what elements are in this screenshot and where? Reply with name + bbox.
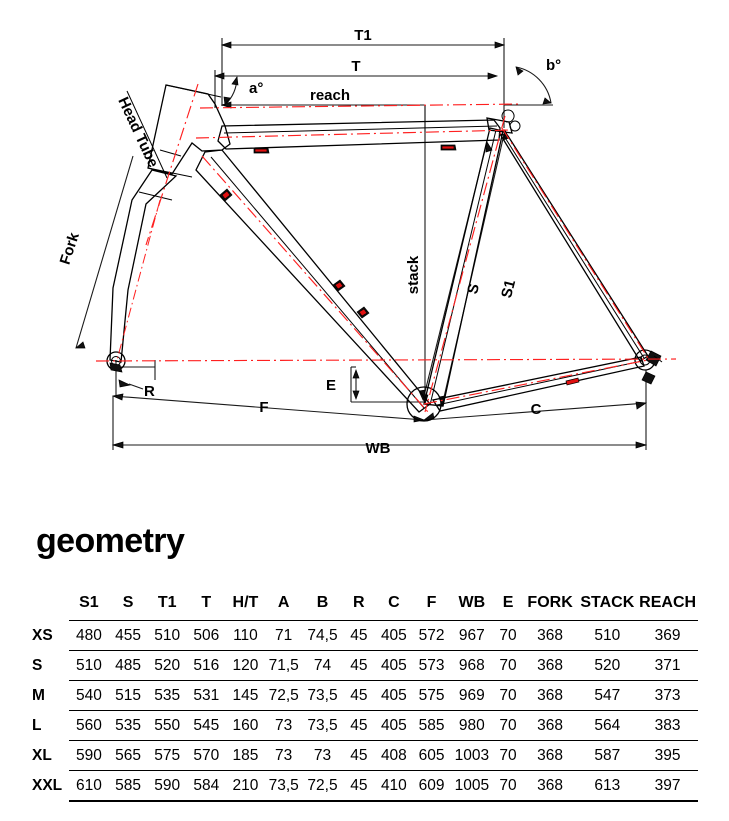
cell-e: 70 (493, 741, 523, 771)
cell-t1: 520 (148, 651, 187, 681)
label-s1: S1 (498, 277, 520, 300)
cell-b: 74,5 (302, 621, 342, 651)
cell-b: 73 (302, 741, 342, 771)
cell-s1: 480 (69, 621, 108, 651)
table-header-row (30, 588, 698, 621)
cell-f: 572 (413, 621, 451, 651)
row-size-label: XL (32, 746, 52, 764)
col-c: C (388, 593, 400, 611)
cell-f: 609 (413, 771, 451, 802)
cell-t: 531 (187, 681, 226, 711)
cell-f: 605 (413, 741, 451, 771)
cell-s: 565 (108, 741, 147, 771)
dimension-t1 (222, 27, 504, 128)
cell-f: 585 (413, 711, 451, 741)
cell-fork: 368 (523, 771, 578, 802)
cell-a: 73 (265, 741, 302, 771)
table-row (30, 681, 698, 711)
geometry-table (30, 588, 698, 802)
cell-b: 74 (302, 651, 342, 681)
cell-f: 575 (413, 681, 451, 711)
label-t1: T1 (354, 27, 372, 44)
cell-stack: 510 (577, 621, 637, 651)
cell-c: 405 (375, 651, 413, 681)
dimension-angle-a (224, 77, 263, 105)
cell-r: 45 (343, 741, 375, 771)
cell-wb: 980 (450, 711, 493, 741)
label-t: T (351, 58, 361, 75)
label-stack: stack (405, 255, 422, 295)
cell-e: 70 (493, 681, 523, 711)
cell-s1: 560 (69, 711, 108, 741)
cell-r: 45 (343, 651, 375, 681)
cell-b: 72,5 (302, 771, 342, 802)
cell-t: 506 (187, 621, 226, 651)
cell-h-t: 160 (226, 711, 265, 741)
cell-wb: 968 (450, 651, 493, 681)
cell-a: 72,5 (265, 681, 302, 711)
cell-a: 71 (265, 621, 302, 651)
cell-reach: 395 (637, 741, 698, 771)
cell-t1: 590 (148, 771, 187, 802)
table-row (30, 621, 698, 651)
dimension-angle-b (504, 57, 561, 105)
cell-fork: 368 (523, 741, 578, 771)
cell-t1: 575 (148, 741, 187, 771)
cell-h-t: 120 (226, 651, 265, 681)
cell-c: 410 (375, 771, 413, 802)
cell-h-t: 185 (226, 741, 265, 771)
label-reach: reach (309, 87, 351, 104)
label-head-tube: Head Tube (114, 94, 162, 171)
row-size-label: S (32, 656, 43, 674)
col-s1: S1 (79, 593, 99, 611)
row-size-label: XXL (32, 776, 63, 794)
cell-t: 570 (187, 741, 226, 771)
cell-e: 70 (493, 771, 523, 802)
col-e: E (502, 593, 514, 611)
cell-h-t: 110 (226, 621, 265, 651)
cell-r: 45 (343, 771, 375, 802)
cell-fork: 368 (523, 621, 578, 651)
cell-stack: 564 (577, 711, 637, 741)
label-wb: WB (365, 440, 391, 457)
dimension-head-tube (114, 91, 167, 178)
col-stack: STACK (580, 593, 635, 611)
label-angle-a: a° (249, 80, 264, 97)
cell-a: 73,5 (265, 771, 302, 802)
cell-s1: 610 (69, 771, 108, 802)
table-row (30, 771, 698, 802)
dimension-f (113, 394, 424, 422)
cell-wb: 967 (450, 621, 493, 651)
cell-e: 70 (493, 621, 523, 651)
col-f: F (426, 593, 437, 611)
table-row (30, 741, 698, 771)
cell-f: 573 (413, 651, 451, 681)
cell-c: 408 (375, 741, 413, 771)
cell-stack: 547 (577, 681, 637, 711)
col-ht: H/T (232, 593, 259, 611)
cell-fork: 368 (523, 711, 578, 741)
cell-fork: 368 (523, 651, 578, 681)
cell-s1: 590 (69, 741, 108, 771)
cell-t1: 550 (148, 711, 187, 741)
cell-b: 73,5 (302, 711, 342, 741)
geometry-table-wrap (30, 588, 698, 802)
cell-wb: 969 (450, 681, 493, 711)
cell-s1: 540 (69, 681, 108, 711)
cell-stack: 613 (577, 771, 637, 802)
cell-stack: 520 (577, 651, 637, 681)
dimension-fork (57, 156, 133, 348)
col-t1: T1 (157, 593, 177, 611)
col-s: S (122, 593, 134, 611)
cell-a: 73 (265, 711, 302, 741)
cell-c: 405 (375, 621, 413, 651)
dimension-wb (113, 396, 646, 457)
cell-r: 45 (343, 621, 375, 651)
cell-reach: 397 (637, 771, 698, 802)
row-size-label: XS (32, 626, 53, 644)
cell-stack: 587 (577, 741, 637, 771)
cell-reach: 383 (637, 711, 698, 741)
label-s: S (464, 281, 484, 296)
cell-h-t: 145 (226, 681, 265, 711)
col-r: R (353, 593, 365, 611)
cell-s: 455 (108, 621, 147, 651)
label-fork: Fork (56, 230, 83, 267)
cell-t: 516 (187, 651, 226, 681)
label-c: C (530, 401, 542, 418)
cell-a: 71,5 (265, 651, 302, 681)
cell-s1: 510 (69, 651, 108, 681)
cell-r: 45 (343, 681, 375, 711)
col-reach: REACH (639, 593, 697, 611)
cell-e: 70 (493, 711, 523, 741)
row-size-label: L (32, 716, 42, 734)
col-fork: FORK (527, 593, 573, 611)
table-row (30, 651, 698, 681)
label-e: E (326, 377, 337, 394)
cell-b: 73,5 (302, 681, 342, 711)
cell-t1: 510 (148, 621, 187, 651)
col-wb: WB (458, 593, 486, 611)
cell-s: 485 (108, 651, 147, 681)
label-f: F (259, 399, 269, 416)
dimension-stack (405, 105, 428, 404)
cell-t: 545 (187, 711, 226, 741)
cell-e: 70 (493, 651, 523, 681)
cell-r: 45 (343, 711, 375, 741)
cell-wb: 1005 (450, 771, 493, 802)
col-b: B (316, 593, 329, 611)
cell-h-t: 210 (226, 771, 265, 802)
cell-reach: 371 (637, 651, 698, 681)
geometry-sheet (0, 500, 729, 821)
cell-s: 585 (108, 771, 147, 802)
cell-c: 405 (375, 681, 413, 711)
cell-reach: 373 (637, 681, 698, 711)
col-t: T (201, 593, 212, 611)
table-row (30, 711, 698, 741)
page-title: geometry (36, 522, 185, 560)
cell-fork: 368 (523, 681, 578, 711)
cell-t1: 535 (148, 681, 187, 711)
cell-wb: 1003 (450, 741, 493, 771)
table-body (30, 621, 698, 802)
col-size (30, 588, 69, 621)
row-size-label: M (32, 686, 45, 704)
label-r: R (144, 383, 155, 400)
label-angle-b: b° (546, 57, 562, 74)
cell-t: 584 (187, 771, 226, 802)
bicycle-frame-outline (107, 85, 662, 421)
col-a: A (277, 593, 290, 611)
cell-s: 535 (108, 711, 147, 741)
cell-reach: 369 (637, 621, 698, 651)
cell-c: 405 (375, 711, 413, 741)
cell-s: 515 (108, 681, 147, 711)
